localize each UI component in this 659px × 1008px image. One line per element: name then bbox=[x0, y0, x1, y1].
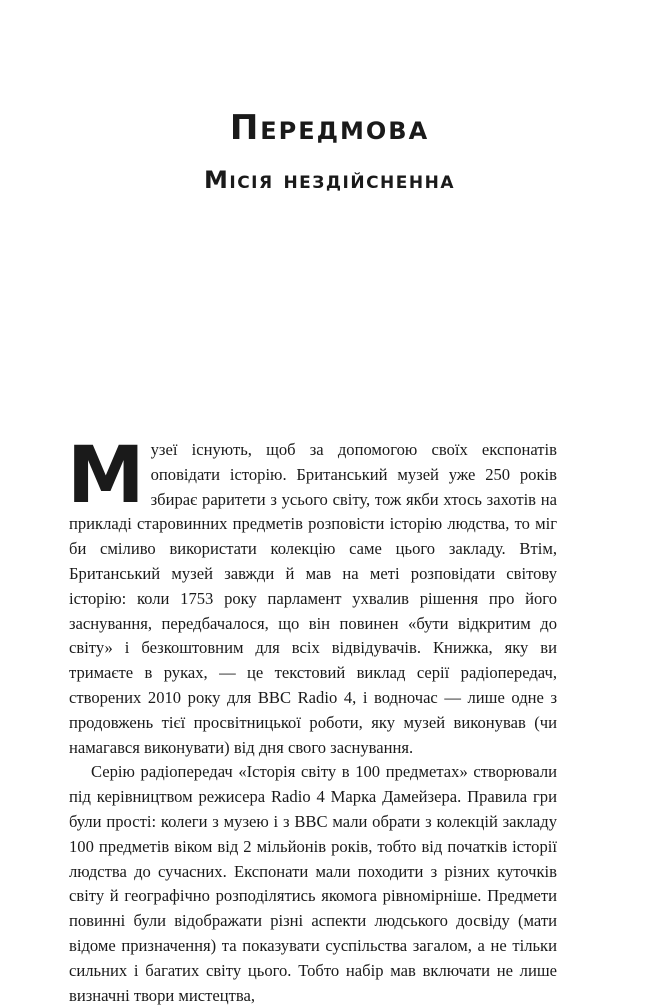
chapter-subtitle: Місія нездійсненна bbox=[204, 166, 455, 194]
paragraph-2-text: Серію радіопередач «Історія світу в 100 предметах» створювали під керівництвом режисера Radio 4 Марка Дамейзера. Правила гри були прості: колеги з музею і з BBC мали обрати з колекцій закладу 100 предметів віком від 2 мільйонів років, тобто від початків історії людства до сучасних. Експонати мали походити з різних куточків світу й географічно розподілятись якомога рівномірніше. Предмети повинні були відображати різні аспекти людського досвіду (мати відоме призначення) та показувати суспільства загалом, а не тільки сильних і багатих світу цього. Тобто набір мав включати не лише визначні твори мистецтва, bbox=[69, 762, 557, 1005]
paragraph-2 bbox=[69, 760, 557, 1008]
drop-cap: М bbox=[67, 431, 145, 521]
paragraph-1-text: узеї існують, щоб за допомогою своїх експонатів оповідати історію. Британський музей уже 250 років збирає раритети з усього світу, тож якби хтось захотів на прикладі старовинних предметів розповісти історію людства, то міг би сміливо використати колекцію саме цього закладу. Втім, Британський музей завжди й мав на меті розповідати світову історію: коли 1753 року парламент ухвалив рішення про його заснування, передбачалося, що він повинен «бути відкритим до світу» і безкоштовним для всіх відвідувачів. Книжка, яку ви тримаєте в руках, — це текстовий виклад серії радіопередач, створених 2010 року для BBC Radio 4, і водночас — лише одне з продовжень тієї просвітницької роботи, яку музей виконував (чи намагався виконувати) від дня свого заснування. bbox=[69, 440, 557, 757]
paragraph-1 bbox=[67, 431, 557, 760]
body-text bbox=[67, 431, 557, 1008]
chapter-title: Передмова bbox=[229, 108, 430, 148]
